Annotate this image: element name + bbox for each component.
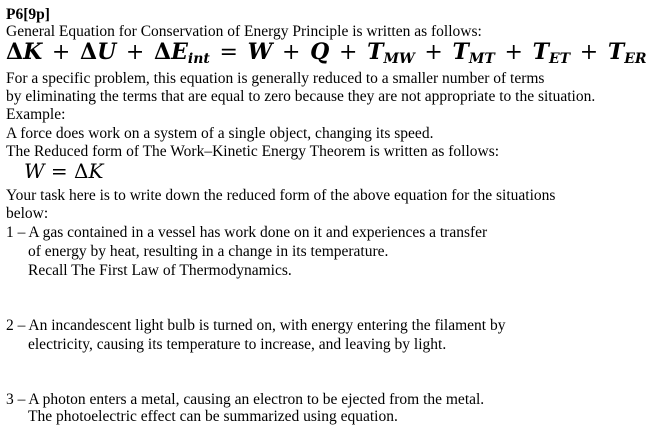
eq-subscript: int xyxy=(187,51,210,67)
eq-subscript: MW xyxy=(383,51,415,67)
eq-term: K xyxy=(23,39,43,65)
task-line: below: xyxy=(6,205,49,222)
eq-term: W xyxy=(247,39,273,65)
item-1-line: Recall The First Law of Thermodynamics. xyxy=(28,262,292,279)
item-3-line: The photoelectric effect can be summarized using equation. xyxy=(28,408,398,425)
item-1-line: 1 – A gas contained in a vessel has work done on it and experiences a transfer xyxy=(6,224,488,241)
eq-term: W xyxy=(24,159,45,183)
eq-subscript: ET xyxy=(548,51,571,67)
item-1-line: of energy by heat, resulting in a change in its temperature. xyxy=(28,243,389,260)
eq-term: T xyxy=(607,39,625,65)
eq-term: E xyxy=(171,39,188,65)
paragraph-line: For a specific problem, this equation is generally reduced to a smaller number of terms xyxy=(6,70,545,87)
example-label: Example: xyxy=(6,106,66,123)
item-2-line: electricity, causing its temperature to increase, and leaving by light. xyxy=(28,336,447,353)
eq-term: T xyxy=(452,39,469,65)
eq-term: K xyxy=(88,159,104,183)
eq-subscript: ER xyxy=(624,51,647,67)
example-line: A force does work on a system of a single object, changing its speed. xyxy=(6,125,434,142)
paragraph-line: by eliminating the terms that are equal to zero because they are not appropriate to the situation. xyxy=(6,88,596,105)
problem-label: P6[9p] xyxy=(6,6,50,23)
eq-term: T xyxy=(367,39,384,65)
eq-term: Q xyxy=(310,39,330,65)
general-energy-equation: $\Delta K + \Delta U + \Delta E_{int} = W + Q + T_{MW} + T_{MT} + T_{ET} + T_{ER}$ xyxy=(6,39,647,67)
eq-term: T xyxy=(532,39,549,65)
eq-subscript: MT xyxy=(468,51,495,67)
reduced-intro: The Reduced form of The Work–Kinetic Energy Theorem is written as follows: xyxy=(6,143,500,160)
item-2-line: 2 – An incandescent light bulb is turned on, with energy entering the filament by xyxy=(6,317,506,334)
reduced-equation: W = ΔK xyxy=(24,159,104,183)
task-line: Your task here is to write down the reduced form of the above equation for the situations xyxy=(6,187,556,204)
item-3-line: 3 – A photon enters a metal, causing an electron to be ejected from the metal. xyxy=(6,391,485,408)
eq-term: U xyxy=(97,39,117,65)
intro-text: General Equation for Conservation of Energy Principle is written as follows: xyxy=(6,23,482,40)
